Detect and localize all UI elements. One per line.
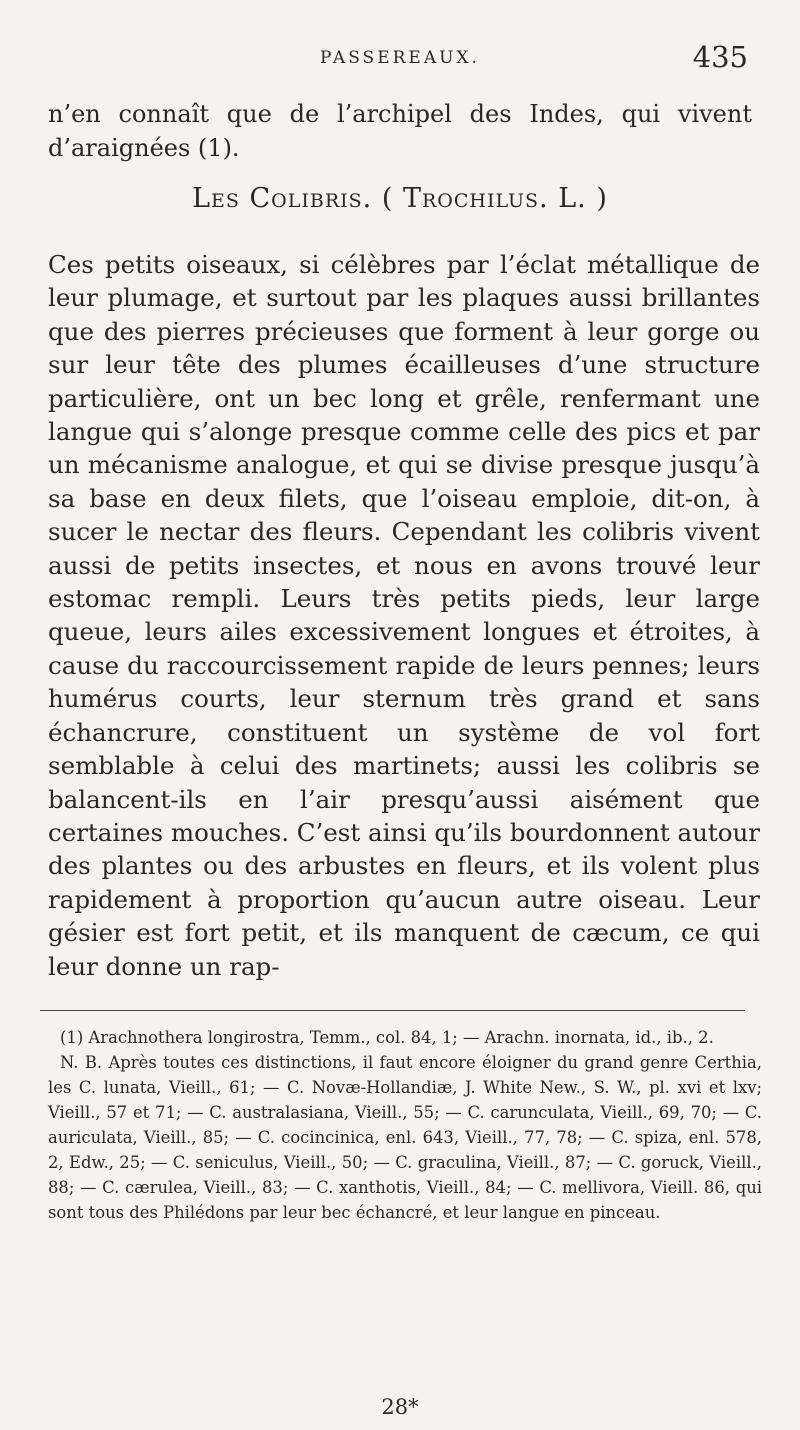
page-number: 435	[692, 40, 748, 74]
body-paragraph: Ces petits oiseaux, si célèbres par l’éclat métallique de leur plumage, et surtout par les plaques aussi brillantes que des pierres précieuses que forment à leur gorge ou sur leur tête des plumes écailleuses d’une structure particulière, ont un bec long et grêle, renfermant une langue qui s’alonge presque comme celle des pics et par un mécanisme analogue, et qui se divise presque jusqu’à sa base en deux filets, que l’oiseau emploie, dit-on, à sucer le nectar des fleurs. Cependant les colibris vivent aussi de petits insectes, et nous en avons trouvé leur estomac rempli. Leurs très petits pieds, leur large queue, leurs ailes excessivement longues et étroites, à cause du raccourcissement rapide de leurs pennes; leurs humérus courts, leur sternum très grand et sans échancrure, constituent un système de vol fort semblable à celui des martinets; aussi les colibris se balancent-ils en l’air presqu’aussi aisément que certaines mouches. C’est ainsi qu’ils bourdonnent autour des plantes ou des arbustes en fleurs, et ils volent plus rapidement à proportion qu’aucun autre oiseau. Leur gésier est fort petit, et ils manquent de cæcum, ce qui leur donne un rap-	[48, 250, 761, 981]
page-header	[0, 40, 800, 80]
intro-paragraph: n’en connaît que de l’archipel des Indes, qui vivent d’araignées (1).	[48, 100, 752, 162]
footnote-rule	[40, 1010, 745, 1011]
signature-mark: 28*	[381, 1395, 419, 1419]
footnote-nb: N. B. Après toutes ces distinctions, il faut encore éloigner du grand genre Certhia, les C. lunata, Vieill., 61; — C. Novæ-Hollandiæ, J. White New., S. W., pl. xvi et lxv; Vieill., 57 et 71; — C. australasiana, Vieill., 55; — C. carunculata, Vieill., 69, 70; — C. auriculata, Vieill., 85; — C. cocincinica, enl. 643, Vieill., 77, 78; — C. spiza, enl. 578, 2, Edw., 25; — C. seniculus, Vieill., 50; — C. graculina, Vieill., 87; — C. goruck, Vieill., 88; — C. cærulea, Vieill., 83; — C. xanthotis, Vieill., 84; — C. mellivora, Vieill. 86, qui sont tous des Philédons par leur bec échancré, et leur langue en pinceau.	[48, 1053, 762, 1222]
footnote-1: (1) Arachnothera longirostra, Temm., col. 84, 1; — Arachn. inornata, id., ib., 2.	[60, 1028, 714, 1047]
section-heading: Les Colibris. ( Trochilus. L. )	[192, 183, 608, 214]
footnotes	[48, 1025, 762, 1225]
running-title: PASSEREAUX.	[320, 48, 480, 68]
